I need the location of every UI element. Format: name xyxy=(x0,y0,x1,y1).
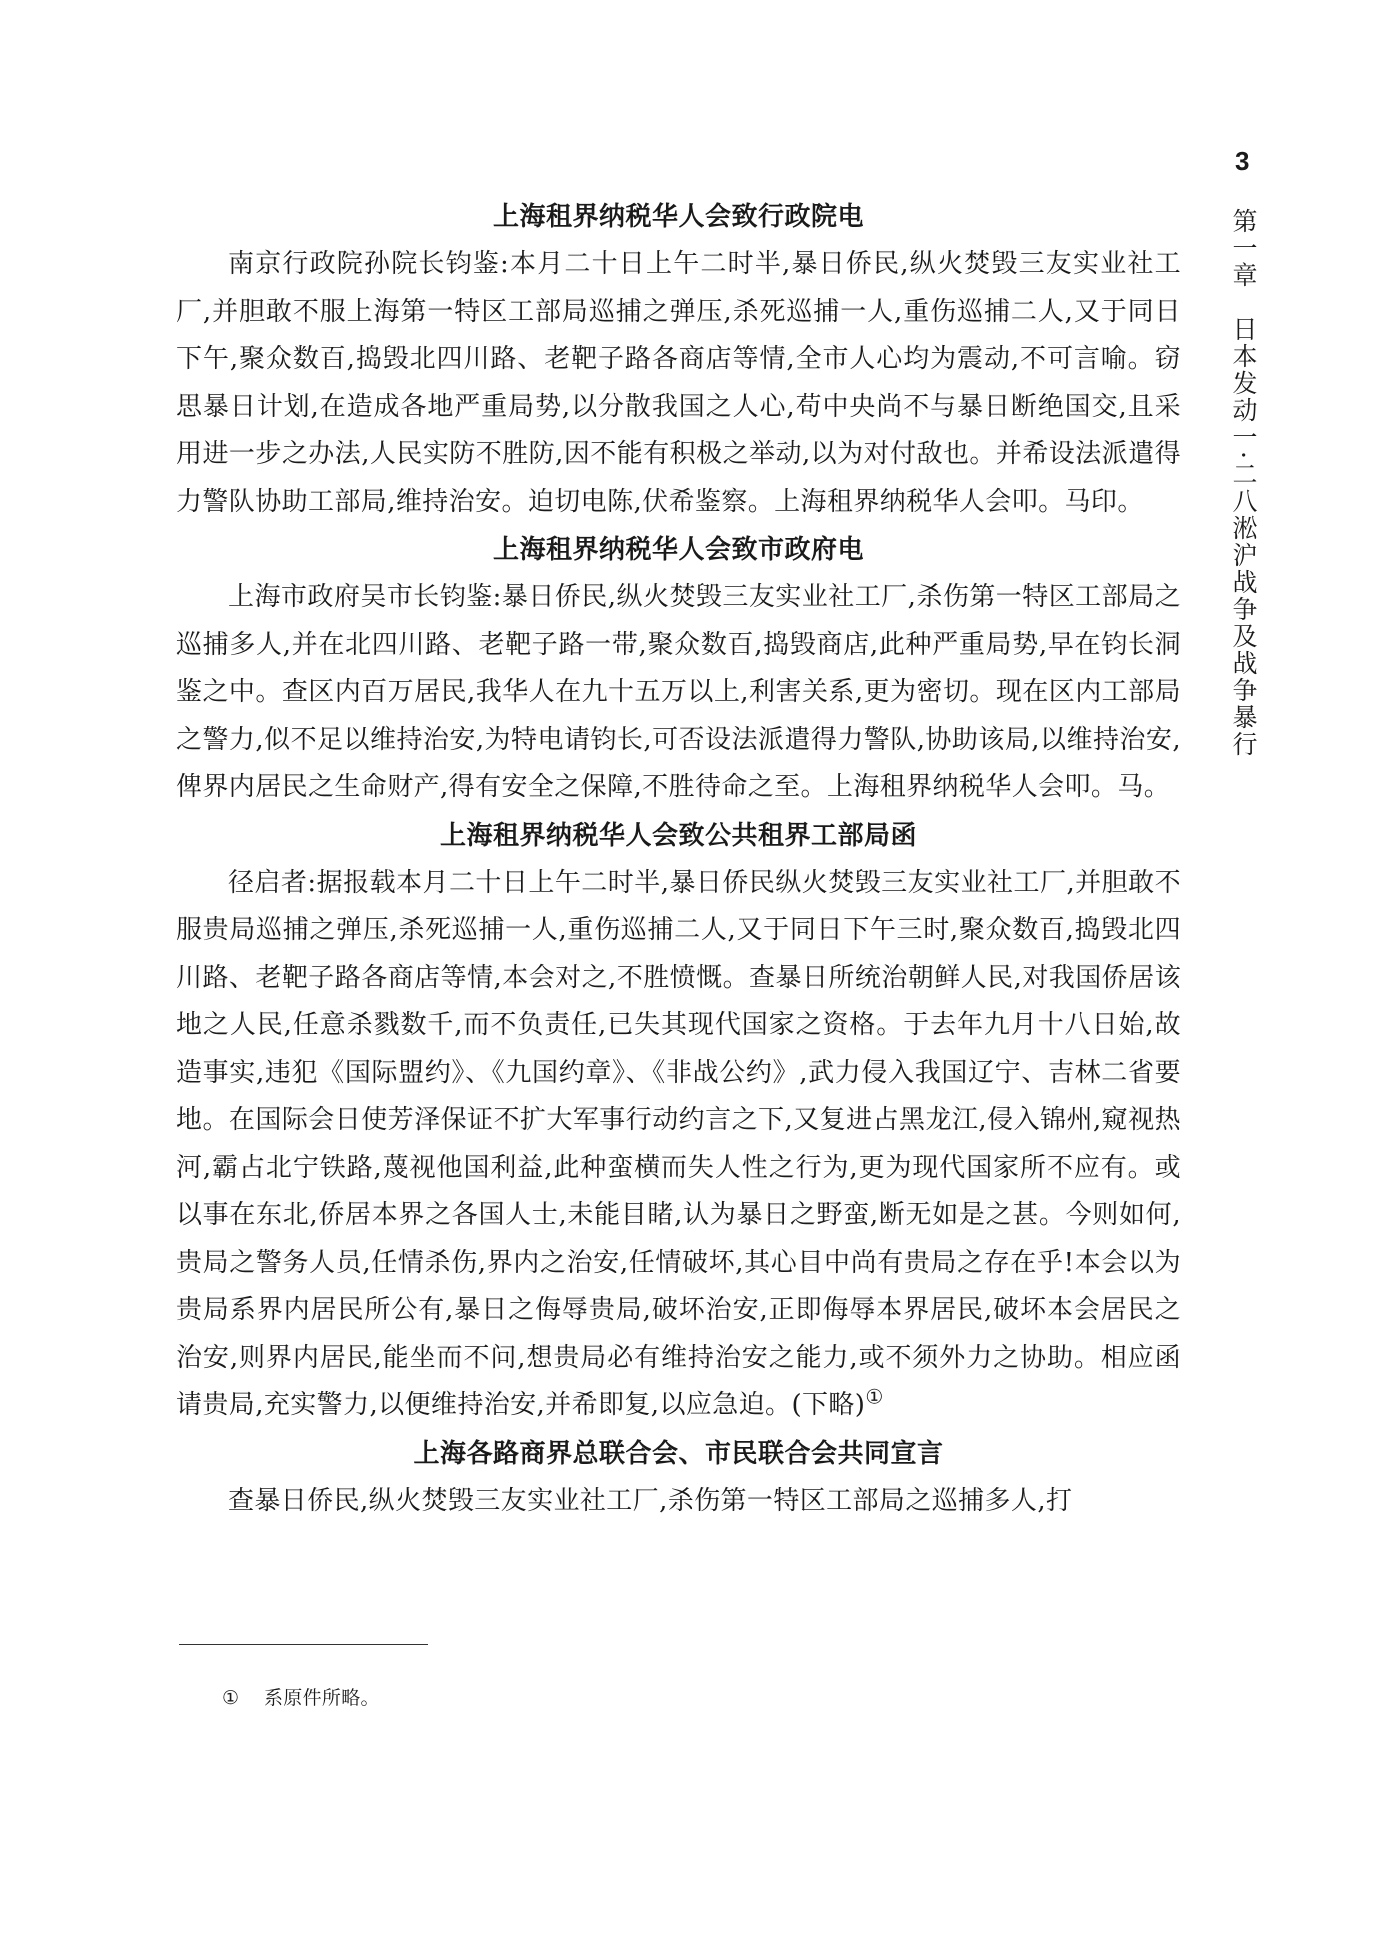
section-body-2: 上海市政府吴市长钧鉴:暴日侨民,纵火焚毁三友实业社工厂,杀伤第一特区工部局之巡捕多人,并在北四川路、老靶子路一带,聚众数百,捣毁商店,此种严重局势,早在钧长洞鉴之中。查区内百万居民,我华人在九十五万以上,利害关系,更为密切。现在区内工部局之警力,似不足以维持治安,为特电请钧长,可否设法派遣得力警队,协助该局,以维持治安,俾界内居民之生命财产,得有安全之保障,不胜待命之至。上海租界纳税华人会叩。马。 xyxy=(176,582,1181,802)
section-body-3-text: 径启者:据报载本月二十日上午二时半,暴日侨民纵火焚毁三友实业社工厂,并胆敢不服贵局巡捕之弹压,杀死巡捕一人,重伤巡捕二人,又于同日下午三时,聚众数百,捣毁北四川路、老靶子路各商店等情,本会对之,不胜愤慨。查暴日所统治朝鲜人民,对我国侨居该地之人民,任意杀戮数千,而不负责任,已失其现代国家之资格。于去年九月十八日始,故造事实,违犯《国际盟约》、《九国约章》、《非战公约》,武力侵入我国辽宁、吉林二省要地。在国际会日使芳泽保证不扩大军事行动约言之下,又复进占黑龙江,侵入锦州,窥视热河,霸占北宁铁路,蔑视他国利益,此种蛮横而失人性之行为,更为现代国家所不应有。或以事在东北,侨居本界之各国人士,未能目睹,认为暴日之野蛮,断无如是之甚。今则如何,贵局之警务人员,任情杀伤,界内之治安,任情破坏,其心目中尚有贵局之存在乎!本会以为贵局系界内居民所公有,暴日之侮辱贵局,破坏治安,正即侮辱本界居民,破坏本会居民之治安,则界内居民,能坐而不问,想贵局必有维持治安之能力,或不须外力之协助。相应函请贵局,充实警力,以便维持治安,并希即复,以应急迫。(下略) xyxy=(176,867,1181,1420)
page-number: 3 xyxy=(1235,146,1250,176)
section-body-1: 南京行政院孙院长钧鉴:本月二十日上午二时半,暴日侨民,纵火焚毁三友实业社工厂,并胆敢不服上海第一特区工部局巡捕之弹压,杀死巡捕一人,重伤巡捕二人,又于同日下午,聚众数百,捣毁北四川路、老靶子路各商店等情,全市人心均为震动,不可言喻。窃思暴日计划,在造成各地严重局势,以分散我国之人心,苟中央尚不与暴日断绝国交,且采用进一步之办法,人民实防不胜防,因不能有积极之举动,以为对付敌也。并希设法派遣得力警队协助工部局,维持治安。迫切电陈,伏希鉴察。上海租界纳税华人会叩。马印。 xyxy=(176,249,1181,517)
footnote xyxy=(222,1684,380,1712)
main-text xyxy=(176,193,1181,1525)
section-title-3: 上海租界纳税华人会致公共租界工部局函 xyxy=(439,820,917,851)
footnote-reference: ① xyxy=(865,1384,884,1409)
footnote-marker: ① xyxy=(222,1687,240,1709)
section-body-4: 查暴日侨民,纵火焚毁三友实业社工厂,杀伤第一特区工部局之巡捕多人,打 xyxy=(228,1485,1073,1516)
section-title-4: 上海各路商界总联合会、市民联合会共同宣言 xyxy=(413,1438,944,1469)
section-body-3 xyxy=(176,860,1181,1430)
footnote-divider xyxy=(179,1644,428,1645)
running-head: 第一章 日本发动一·二八淞沪战争及战争暴行 xyxy=(1229,208,1258,758)
section-title-2: 上海租界纳税华人会致市政府电 xyxy=(492,535,864,565)
section-title-1: 上海租界纳税华人会致行政院电 xyxy=(492,202,864,232)
footnote-text: 系原件所略。 xyxy=(264,1687,380,1709)
